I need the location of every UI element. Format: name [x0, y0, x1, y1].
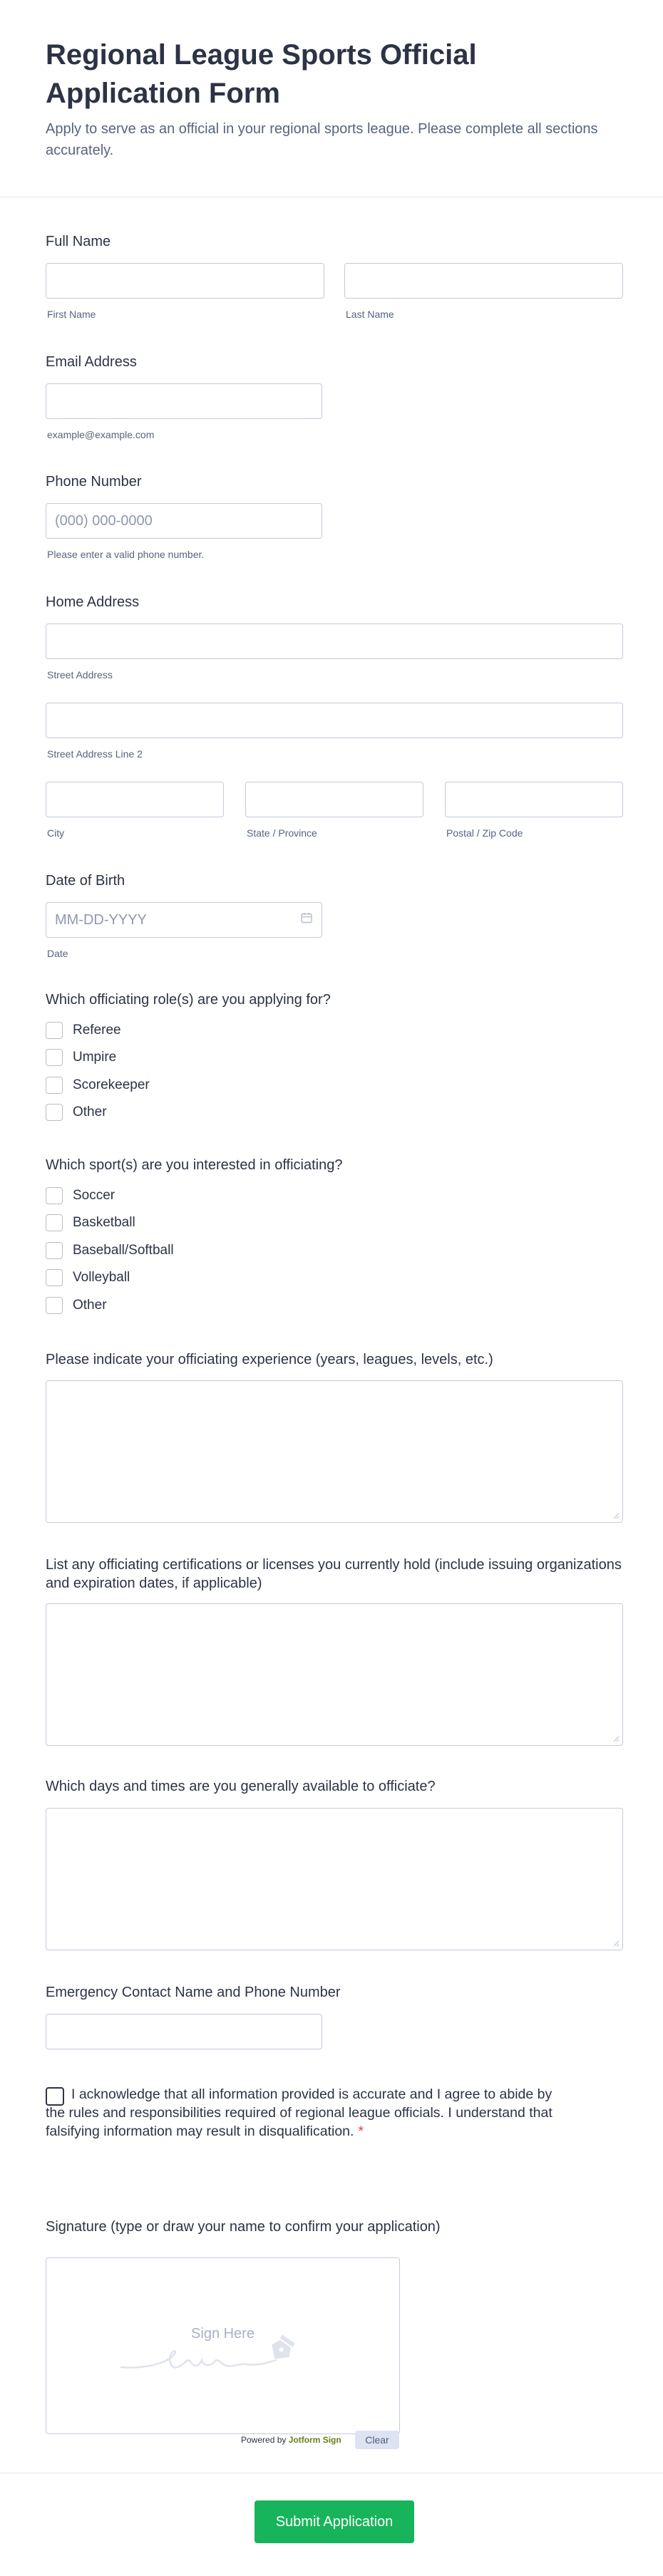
experience-label: Please indicate your officiating experience (years, leagues, levels, etc.): [46, 1352, 493, 1367]
certifications-textarea[interactable]: [46, 1603, 623, 1746]
dob-field: [46, 871, 623, 964]
roles-label: Which officiating role(s) are you applying for?: [46, 992, 331, 1008]
acknowledge-label: [46, 2085, 559, 2141]
checkbox[interactable]: [46, 1104, 63, 1121]
sport-option-soccer[interactable]: [46, 1186, 115, 1205]
submit-button[interactable]: Submit Application: [255, 2500, 414, 2543]
acknowledge-text: I acknowledge that all information provided is accurate and I agree to abide by the rules and responsibilities required of regional league officials. I understand that falsifying information may result in disqualification.: [46, 2086, 552, 2139]
powered-by-text: [241, 2435, 341, 2445]
email-input[interactable]: [46, 383, 322, 419]
zip-sublabel: Postal / Zip Code: [446, 827, 523, 839]
checkbox[interactable]: [46, 1242, 63, 1259]
city-sublabel: City: [47, 827, 65, 839]
form-header: [0, 0, 663, 197]
role-option-referee[interactable]: [46, 1021, 121, 1040]
street-address-sublabel: Street Address: [47, 669, 113, 681]
acknowledge-field: [46, 2085, 623, 2149]
full-name-field: [46, 232, 623, 325]
signature-placeholder: Sign Here: [191, 2326, 255, 2342]
option-label: Umpire: [73, 1050, 117, 1065]
clear-signature-button[interactable]: Clear: [355, 2431, 399, 2449]
availability-label: Which days and times are you generally available to officiate?: [46, 1779, 436, 1794]
phone-field: [46, 472, 623, 565]
availability-field: [46, 1777, 623, 1955]
role-option-other[interactable]: [46, 1103, 107, 1122]
emergency-contact-label: Emergency Contact Name and Phone Number: [46, 1985, 341, 2000]
option-label: Soccer: [73, 1188, 115, 1203]
sports-label: Which sport(s) are you interested in officiating?: [46, 1157, 343, 1173]
form-title: Regional League Sports Official Application Form: [46, 39, 477, 109]
phone-sublabel: Please enter a valid phone number.: [47, 549, 205, 560]
emergency-contact-field: [46, 1983, 623, 2054]
signature-scribble-icon: [118, 2326, 324, 2376]
dob-placeholder: MM-DD-YYYY: [55, 911, 147, 928]
option-label: Scorekeeper: [73, 1077, 150, 1092]
sport-option-other[interactable]: [46, 1296, 107, 1315]
last-name-sublabel: Last Name: [346, 309, 394, 320]
experience-field: [46, 1350, 623, 1528]
experience-textarea[interactable]: [46, 1380, 623, 1523]
option-label: Other: [73, 1105, 107, 1119]
emergency-contact-input[interactable]: [46, 2014, 322, 2049]
checkbox[interactable]: [46, 1077, 63, 1094]
calendar-icon[interactable]: [300, 911, 313, 929]
resize-handle-icon[interactable]: [612, 1512, 620, 1519]
street-address-input[interactable]: [46, 624, 623, 659]
sport-option-volleyball[interactable]: [46, 1268, 130, 1287]
signature-field: [46, 2218, 623, 2453]
form-description: Apply to serve as an official in your regional sports league. Please complete all sections accurately.: [46, 121, 598, 158]
dob-label: Date of Birth: [46, 873, 125, 889]
address-label: Home Address: [46, 594, 140, 610]
city-input[interactable]: [46, 782, 224, 817]
first-name-sublabel: First Name: [47, 309, 96, 320]
dob-input[interactable]: [46, 902, 322, 938]
roles-field: [46, 990, 623, 1133]
phone-placeholder: (000) 000-0000: [55, 512, 153, 529]
zip-input[interactable]: [445, 782, 623, 817]
resize-handle-icon[interactable]: [612, 1735, 620, 1742]
powered-brand[interactable]: Jotform Sign: [288, 2435, 341, 2445]
street-address-line2-sublabel: Street Address Line 2: [47, 748, 143, 760]
form-footer: [0, 2473, 663, 2576]
phone-label: Phone Number: [46, 474, 142, 490]
sport-option-basketball[interactable]: [46, 1214, 135, 1232]
email-label: Email Address: [46, 354, 137, 370]
dob-sublabel: Date: [47, 948, 68, 959]
checkbox[interactable]: [46, 1187, 63, 1204]
required-mark: *: [358, 2124, 364, 2139]
certifications-label: List any officiating certifications or licenses you currently hold (include issuing organizations and expiration dates, if applicable): [46, 1557, 622, 1591]
phone-input[interactable]: [46, 503, 322, 539]
option-label: Baseball/Softball: [73, 1243, 174, 1258]
checkbox[interactable]: [46, 1269, 63, 1286]
option-label: Volleyball: [73, 1270, 130, 1285]
option-label: Other: [73, 1298, 107, 1313]
address-field: [46, 593, 623, 842]
state-input[interactable]: [245, 782, 423, 817]
option-label: Referee: [73, 1023, 121, 1038]
sport-option-baseball-softball[interactable]: [46, 1241, 174, 1260]
signature-pad[interactable]: [46, 2257, 400, 2434]
full-name-label: Full Name: [46, 234, 111, 249]
street-address-line2-input[interactable]: [46, 703, 623, 738]
availability-textarea[interactable]: [46, 1808, 623, 1950]
role-option-scorekeeper[interactable]: [46, 1076, 150, 1095]
certifications-field: [46, 1556, 623, 1748]
checkbox[interactable]: [46, 1214, 63, 1231]
role-option-umpire[interactable]: [46, 1048, 116, 1067]
checkbox[interactable]: [46, 1297, 63, 1314]
option-label: Basketball: [73, 1215, 135, 1230]
checkbox[interactable]: [46, 1049, 63, 1066]
email-sublabel: example@example.com: [47, 429, 155, 440]
powered-prefix: Powered by: [241, 2435, 287, 2445]
checkbox[interactable]: [46, 1022, 63, 1039]
last-name-input[interactable]: [344, 263, 623, 299]
sports-field: [46, 1156, 623, 1320]
first-name-input[interactable]: [46, 263, 324, 299]
resize-handle-icon[interactable]: [612, 1940, 620, 1947]
email-field: [46, 353, 623, 445]
signature-label: Signature (type or draw your name to confirm your application): [46, 2219, 441, 2235]
state-sublabel: State / Province: [247, 827, 317, 839]
